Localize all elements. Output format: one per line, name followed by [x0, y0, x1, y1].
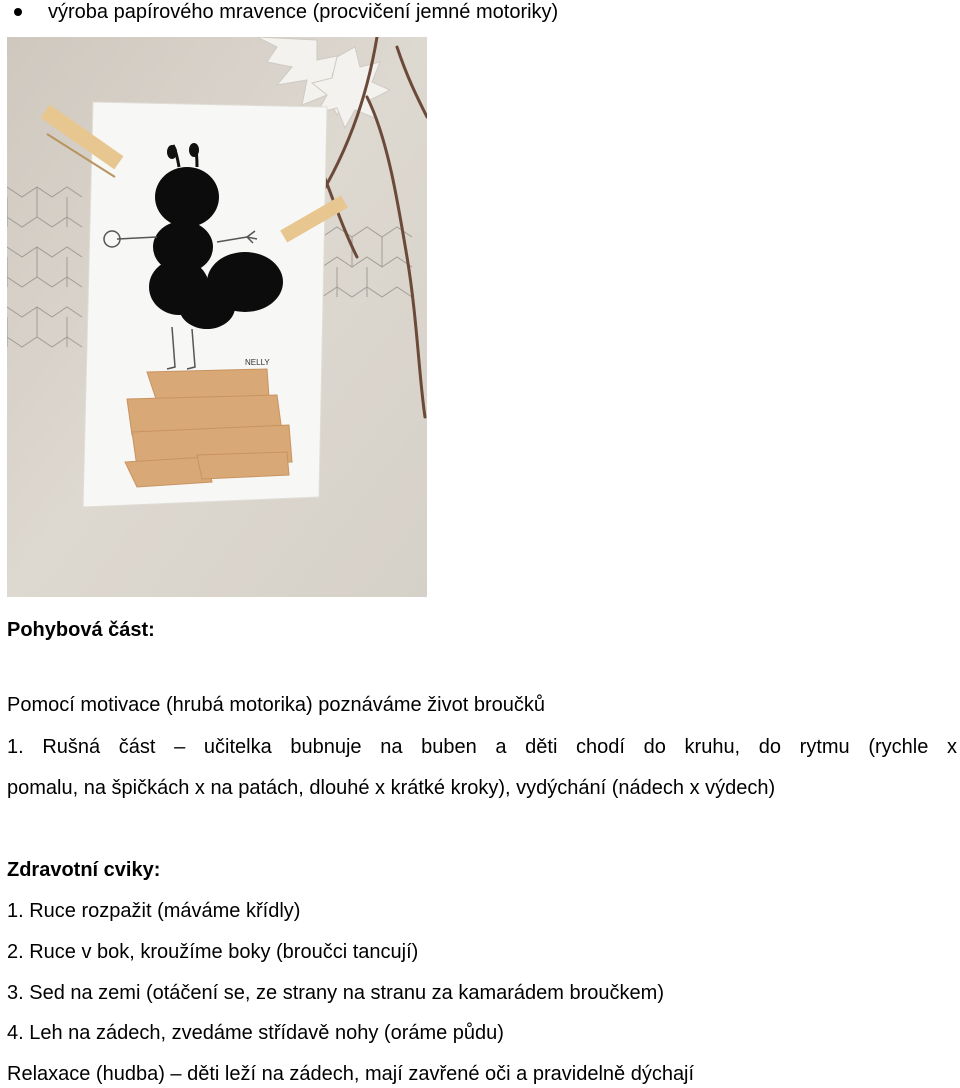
bullet-text: výroba papírového mravence (procvičení jemné motoriky): [48, 1, 559, 23]
ant-craft-illustration: [7, 37, 427, 597]
movement-intro: Pomocí motivace (hrubá motorika) poznáváme život broučků: [7, 694, 546, 716]
health-item-2: 2. Ruce v bok, kroužíme boky (broučci tancují): [7, 941, 419, 963]
signature-text: NELLY: [245, 358, 270, 367]
ant-craft-photo: [7, 37, 427, 597]
relaxation-text: Relaxace (hudba) – děti leží na zádech, mají zavřené oči a pravidelně dýchají: [7, 1063, 695, 1085]
health-item-4: 4. Leh na zádech, zvedáme střídavě nohy (oráme půdu): [7, 1022, 504, 1044]
movement-item-1-line-2: pomalu, na špičkách x na patách, dlouhé x krátké kroky), vydýchání (nádech x výdech): [7, 777, 776, 799]
movement-item-1-line-1: 1. Rušná část – učitelka bubnuje na buben a děti chodí do kruhu, do rytmu (rychle x: [7, 736, 957, 758]
movement-heading: Pohybová část:: [7, 619, 155, 641]
bullet-dot: [14, 8, 22, 16]
health-item-3: 3. Sed na zemi (otáčení se, ze strany na stranu za kamarádem broučkem): [7, 982, 664, 1004]
health-item-1: 1. Ruce rozpažit (máváme křídly): [7, 900, 301, 922]
health-heading: Zdravotní cviky:: [7, 859, 161, 881]
